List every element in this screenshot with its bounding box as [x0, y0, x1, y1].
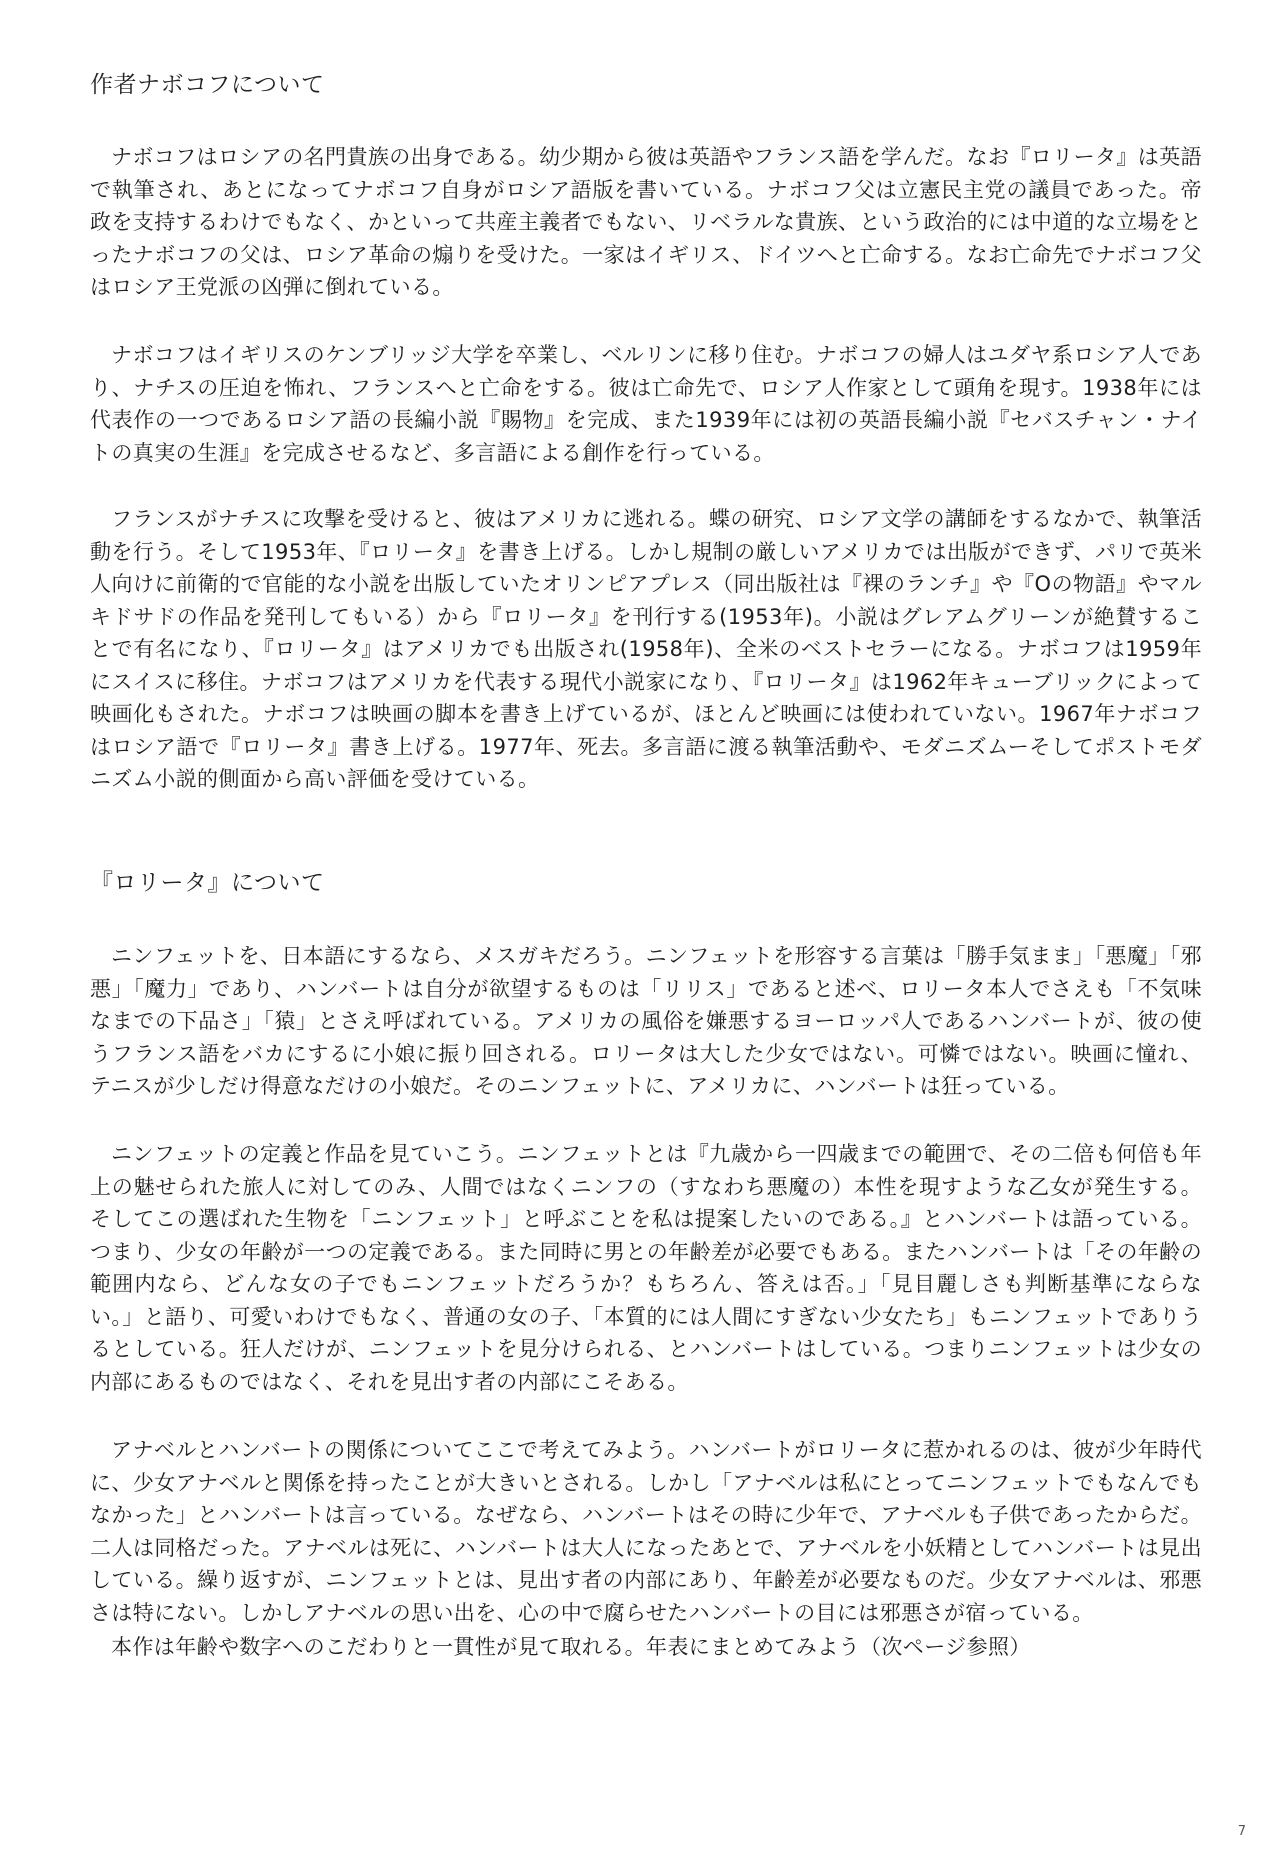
paragraph: アナベルとハンバートの関係についてここで考えてみよう。ハンバートがロリータに惹かれるのは、彼が少年時代に、少女アナベルと関係を持ったことが大きいとされる。しかし「アナベルは私にとってニンフェットでもなんでもなかった」とハンバートは言っている。なぜなら、ハンバートはその時に少年で、アナベルも子供であったからだ。二人は同格だった。アナベルは死に、ハンバートは大人になったあとで、アナベルを小妖精としてハンバートは見出している。繰り返すが、ニンフェットとは、見出す者の内部にあり、年齢差が必要なものだ。少女アナベルは、邪悪さは特にない。しかしアナベルの思い出を、心の中で腐らせたハンバートの目には邪悪さが宿っている。 — [90, 1438, 1202, 1625]
page-number: 7 — [1237, 1824, 1246, 1839]
paragraph: 本作は年齢や数字へのこだわりと一貫性が見て取れる。年表にまとめてみよう（次ページ参照） — [111, 1635, 1031, 1659]
paragraph: ナボコフはロシアの名門貴族の出身である。幼少期から彼は英語やフランス語を学んだ。なお『ロリータ』は英語で執筆され、あとになってナボコフ自身がロシア語版を書いている。ナボコフ父は立憲民主党の議員であった。帝政を支持するわけでもなく、かといって共産主義者でもない、リベラルな貴族、という政治的には中道的な立場をとったナボコフの父は、ロシア革命の煽りを受けた。一家はイギリス、ドイツへと亡命する。なお亡命先でナボコフ父はロシア王党派の凶弾に倒れている。 — [90, 145, 1202, 299]
paragraph: ナボコフはイギリスのケンブリッジ大学を卒業し、ベルリンに移り住む。ナボコフの婦人はユダヤ系ロシア人であり、ナチスの圧迫を怖れ、フランスへと亡命をする。彼は亡命先で、ロシア人作家として頭角を現す。1938年には代表作の一つであるロシア語の長編小説『賜物』を完成、また1939年には初の英語長編小説『セバスチャン・ナイトの真実の生涯』を完成させるなど、多言語による創作を行っている。 — [90, 343, 1202, 465]
section-heading-lolita: 『ロリータ』について — [90, 870, 325, 896]
paragraph: ニンフェットの定義と作品を見ていこう。ニンフェットとは『九歳から一四歳までの範囲で、その二倍も何倍も年上の魅せられた旅人に対してのみ、人間ではなくニンフの（すなわち悪魔の）本性を現すような乙女が発生する。そしてこの選ばれた生物を「ニンフェット」と呼ぶことを私は提案したいのである。』とハンバートは語っている。つまり、少女の年齢が一つの定義である。また同時に男との年齢差が必要でもある。またハンバートは「その年齢の範囲内なら、どんな女の子でもニンフェットだろうか？もちろん、答えは否。」「見目麗しさも判断基準にならない。」と語り、可愛いわけでもなく、普通の女の子、「本質的には人間にすぎない少女たち」もニンフェットでありうるとしている。狂人だけが、ニンフェットを見分けられる、とハンバートはしている。つまりニンフェットは少女の内部にあるものではなく、それを見出す者の内部にこそある。 — [90, 1142, 1202, 1394]
paragraph: ニンフェットを、日本語にするなら、メスガキだろう。ニンフェットを形容する言葉は「勝手気まま」「悪魔」「邪悪」「魔力」であり、ハンバートは自分が欲望するものは「リリス」であると述べ、ロリータ本人でさえも「不気味なまでの下品さ」「猿」とさえ呼ばれている。アメリカの風俗を嫌悪するヨーロッパ人であるハンバートが、彼の使うフランス語をバカにするに小娘に振り回される。ロリータは大した少女ではない。可憐ではない。映画に憧れ、テニスが少しだけ得意なだけの小娘だ。そのニンフェットに、アメリカに、ハンバートは狂っている。 — [90, 944, 1202, 1098]
paragraph: フランスがナチスに攻撃を受けると、彼はアメリカに逃れる。蝶の研究、ロシア文学の講師をするなかで、執筆活動を行う。そして1953年、『ロリータ』を書き上げる。しかし規制の厳しいアメリカでは出版ができず、パリで英米人向けに前衛的で官能的な小説を出版していたオリンピアプレス（同出版社は『裸のランチ』や『Oの物語』やマルキドサドの作品を発刊してもいる）から『ロリータ』を刊行する(1953年)。小説はグレアムグリーンが絶賛することで有名になり、『ロリータ』はアメリカでも出版され(1958年)、全米のベストセラーになる。ナボコフは1959年にスイスに移住。ナボコフはアメリカを代表する現代小説家になり、『ロリータ』は1962年キューブリックによって映画化もされた。ナボコフは映画の脚本を書き上げているが、ほとんど映画には使われていない。1967年ナボコフはロシア語で『ロリータ』書き上げる。1977年、死去。多言語に渡る執筆活動や、モダニズムーそしてポストモダニズム小説的側面から高い評価を受けている。 — [90, 507, 1202, 791]
section-heading-author: 作者ナボコフについて — [90, 72, 325, 98]
